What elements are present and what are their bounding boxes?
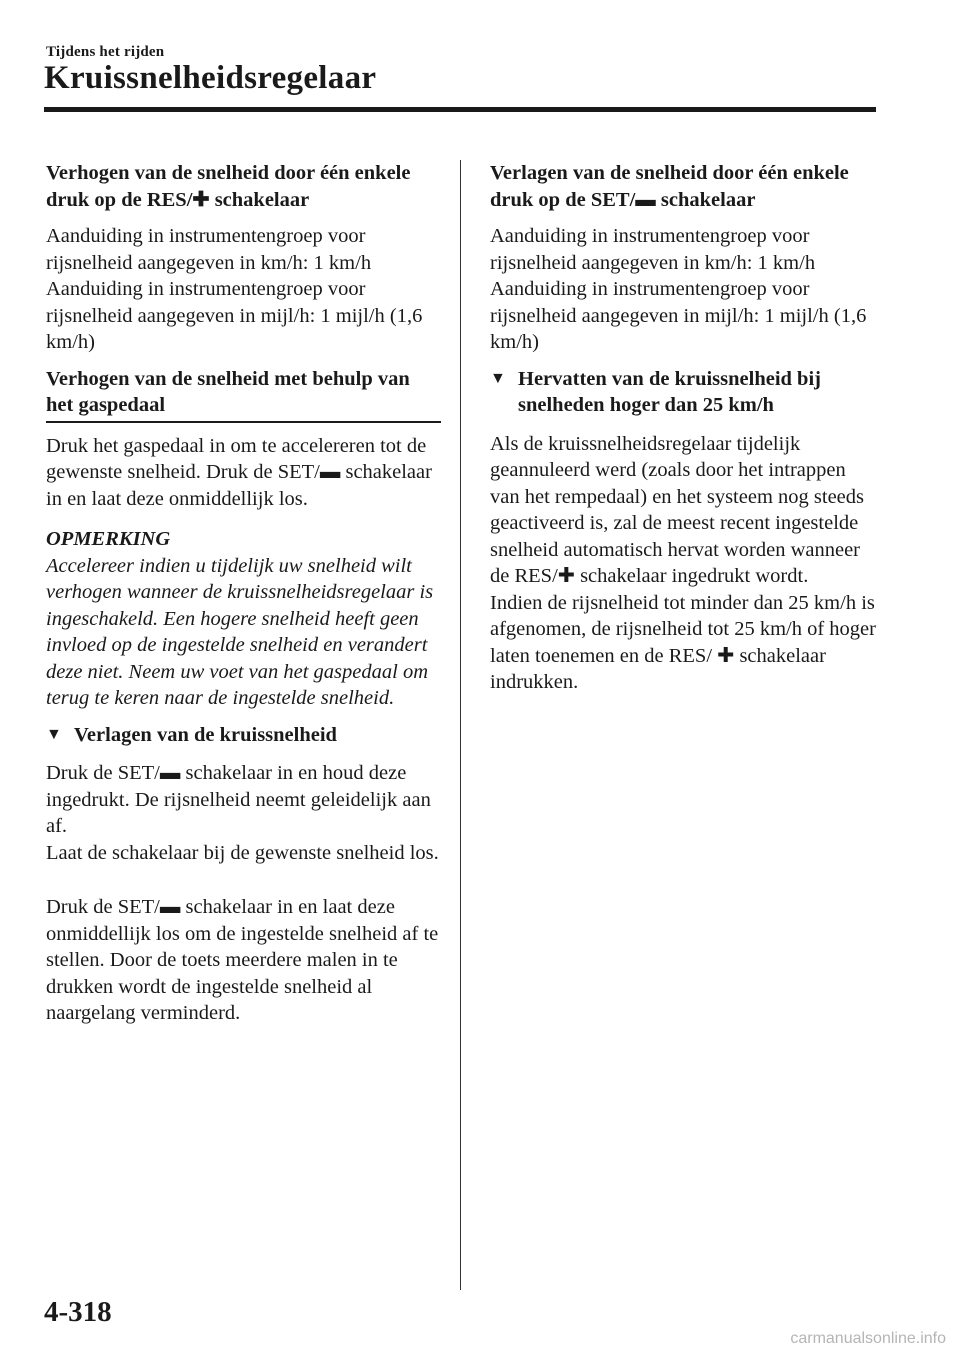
heading-increase-accelerator bbox=[46, 366, 441, 423]
triangle-down-icon: ▼ bbox=[46, 725, 62, 743]
note-title: OPMERKING bbox=[46, 528, 171, 550]
watermark: carmanualsonline.info bbox=[790, 1330, 946, 1347]
paragraph-accelerator: Druk het gaspedaal in om te accelereren tot de gewenste snelheid. Druk de SET/▬ schakelaar in en laat deze onmiddellijk los. bbox=[46, 434, 432, 510]
column-divider bbox=[460, 160, 461, 1290]
paragraph-increase-step: Aanduiding in instrumentengroep voor rijsnelheid aangegeven in km/h: 1 km/h Aanduiding in instrumentengroep voor rijsnelheid aangegeven in mijl/h: 1 mijl/h (1,6 km/h) bbox=[46, 225, 423, 353]
heading-decrease-set: Verlagen van de snelheid door één enkele druk op de SET/▬ schakelaar bbox=[490, 162, 849, 211]
heading-increase-res: Verhogen van de snelheid door één enkele druk op de RES/✚ schakelaar bbox=[46, 162, 411, 211]
paragraph-decrease-step-info: Aanduiding in instrumentengroep voor rijsnelheid aangegeven in km/h: 1 km/h Aanduiding in instrumentengroep voor rijsnelheid aangegeven in mijl/h: 1 mijl/h (1,6 km/h) bbox=[490, 225, 867, 353]
page-number: 4-318 bbox=[44, 1296, 112, 1328]
left-column bbox=[46, 160, 441, 1037]
heading-resume bbox=[490, 366, 880, 419]
triangle-down-icon: ▼ bbox=[490, 369, 506, 387]
spacer bbox=[46, 876, 441, 894]
note-text: Accelereer indien u tijdelijk uw snelheid wilt verhogen wanneer de kruissnelheidsregelaar is ingeschakeld. Een hogere snelheid heeft geen invloed op de ingestelde snelheid en verandert deze niet. Neem uw voet van het gaspedaal om terug te keren naar de ingestelde snelheid. bbox=[46, 554, 434, 709]
right-column bbox=[490, 160, 880, 706]
page-title: Kruissnelheidsregelaar bbox=[44, 60, 377, 96]
paragraph-resume-low-speed: Indien de rijsnelheid tot minder dan 25 km/h is afgenomen, de rijsnelheid tot 25 km/h of hoger laten toenemen en de RES/ ✚ schakelaar indrukken. bbox=[490, 591, 876, 693]
paragraph-resume: Als de kruissnelheidsregelaar tijdelijk geannuleerd werd (zoals door het intrappen van het rempedaal) en het systeem nog steeds geactiveerd is, zal de meest recent ingestelde snelheid automatisch hervat worden wanneer de RES/✚ schakelaar ingedrukt wordt. bbox=[490, 432, 864, 587]
heading-resume-text: Hervatten van de kruissnelheid bij snelheden hoger dan 25 km/h bbox=[518, 367, 821, 416]
paragraph-decrease-step: Druk de SET/▬ schakelaar in en laat deze onmiddellijk los om de ingestelde snelheid af te stellen. Door de toets meerdere malen in te drukken wordt de ingestelde snelheid al naargelang verminderd. bbox=[46, 896, 439, 1024]
paragraph-decrease-release: Laat de schakelaar bij de gewenste snelheid los. bbox=[46, 841, 439, 864]
header-rule bbox=[44, 107, 876, 112]
heading-increase-accelerator-text: Verhogen van de snelheid met behulp van het gaspedaal bbox=[46, 366, 441, 423]
heading-decrease-speed bbox=[46, 722, 441, 749]
heading-decrease-speed-text: Verlagen van de kruissnelheid bbox=[74, 723, 337, 746]
paragraph-decrease-hold: Druk de SET/▬ schakelaar in en houd deze ingedrukt. De rijsnelheid neemt geleidelijk aan af. bbox=[46, 762, 431, 837]
section-label: Tijdens het rijden bbox=[46, 44, 165, 60]
